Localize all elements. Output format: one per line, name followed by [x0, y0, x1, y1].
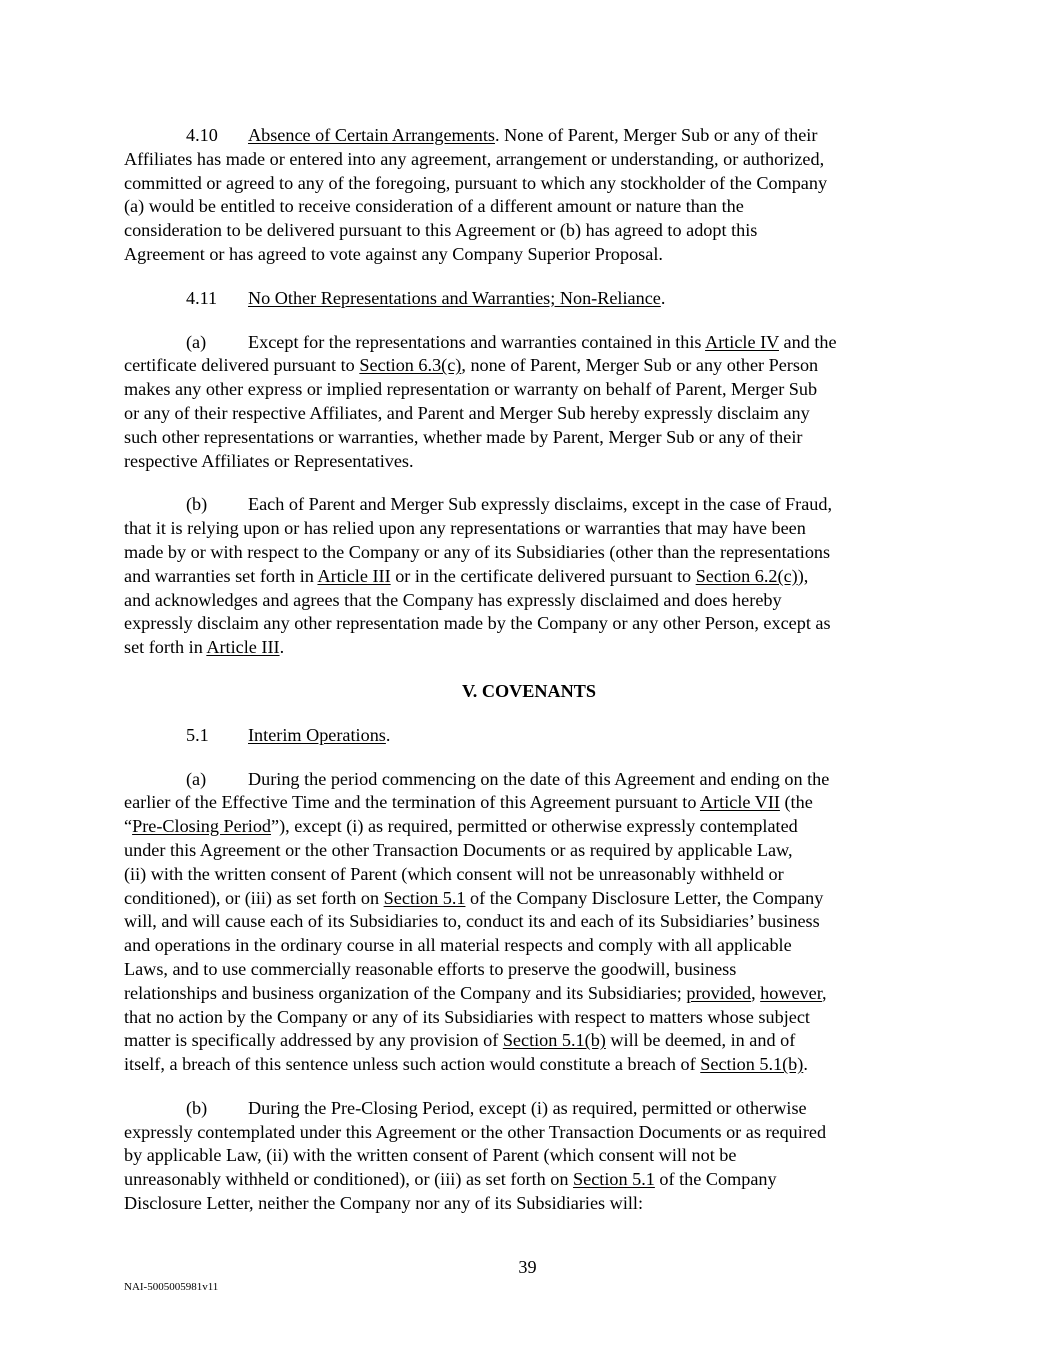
section-number: 4.10 [186, 125, 218, 145]
defined-term: Pre-Closing Period [132, 816, 272, 837]
section-number: 4.11 [186, 287, 218, 308]
paragraph-4-11-b: (b) Each of Parent and Merger Sub expressly disclaims, except in the case of Fraud, that it is relying upon or has relied upon any representations or warranties that may have been made by or with respect to the Company or any of its Subsidiaries (other than the representations and warranties set forth in Article III or in the certificate delivered pursuant to Section 6.2(c)), and acknowledges and agrees that the Company has expressly disclaimed and does hereby expressly disclaim any other representation made by the Company or any other Person, except as set forth in Article III. [124, 494, 833, 658]
section-5-1: 5.1 Interim Operations. [124, 724, 934, 748]
cross-reference: Article III [317, 565, 391, 586]
section-4-10: 4.10 Absence of Certain Arrangements. None of Parent, Merger Sub or any of their Affiliates has made or entered into any agreement, arrangement or understanding, or authorized, committed or agreed to any of the foregoing, pursuant to which any stockholder of the Company (a) would be entitled to receive consideration of a different amount or nature than the consideration to be delivered pursuant to this Agreement or (b) has agreed to adopt this Agreement or has agreed to vote against any Company Superior Proposal. [124, 125, 828, 264]
cross-reference: Section 6.3(c) [359, 355, 462, 376]
paragraph-marker: (b) [186, 1097, 208, 1118]
paragraph-5-1-b: (b) During the Pre-Closing Period, except (i) as required, permitted or otherwise expressly contemplated under this Agreement or the other Transaction Documents or as required by applicable Law, (ii) with the written consent of Parent (which consent will not be unreasonably withheld or conditioned), or (iii) as set forth on Section 5.1 of the Company Disclosure Letter, neither the Company nor any of its Subsidiaries will: [124, 1097, 827, 1214]
paragraph-marker: (a) [186, 331, 207, 352]
document-id: NAI-5005005981v11 [124, 1281, 219, 1293]
cross-reference: Section 6.2(c) [695, 565, 798, 586]
section-title: Interim Operations [248, 724, 386, 745]
proviso-term: provided [686, 982, 752, 1003]
cross-reference: Section 5.1 [383, 887, 466, 908]
section-4-11: 4.11 No Other Representations and Warranties; Non-Reliance. [124, 287, 934, 311]
page-number: 39 [518, 1257, 537, 1277]
paragraph-marker: (a) [186, 768, 207, 789]
proviso-term: however [760, 982, 823, 1003]
section-title: Absence of Certain Arrangements [248, 125, 495, 145]
cross-reference: Article III [206, 637, 280, 658]
section-title: No Other Representations and Warranties; Non-Reliance [248, 287, 661, 308]
cross-reference: Section 5.1(b) [700, 1054, 804, 1075]
paragraph-marker: (b) [186, 494, 208, 515]
cross-reference: Section 5.1 [573, 1169, 655, 1190]
section-number: 5.1 [186, 724, 209, 745]
document-page [124, 124, 934, 1236]
cross-reference: Article IV [705, 331, 779, 352]
paragraph-4-11-a: (a) Except for the representations and warranties contained in this Article IV and the certificate delivered pursuant to Section 6.3(c), none of Parent, Merger Sub or any other Person makes any other express or implied representation or warranty on behalf of Parent, Merger Sub or any of their respective Affiliates, and Parent and Merger Sub hereby expressly disclaim any such other representations or warranties, whether made by Parent, Merger Sub or any of their respective Affiliates or Representatives. [124, 331, 837, 471]
paragraph-5-1-a: (a) During the period commencing on the date of this Agreement and ending on the earlier of the Effective Time and the termination of this Agreement pursuant to Article VII (the “Pre-Closing Period”), except (i) as required, permitted or otherwise expressly contemplated under this Agreement or the other Transaction Documents or as required by applicable Law, (ii) with the written consent of Parent (which consent will not be unreasonably withheld or conditioned), or (iii) as set forth on Section 5.1 of the Company Disclosure Letter, the Company will, and will cause each of its Subsidiaries to, conduct its and each of its Subsidiaries’ business and operations in the ordinary course in all material respects and comply with all applicable Laws, and to use commercially reasonable efforts to preserve the goodwill, business relationships and business organization of the Company and its Subsidiaries; provided, however, that no action by the Company or any of its Subsidiaries with respect to matters whose subject matter is specifically addressed by any provision of Section 5.1(b) will be deemed, in and of itself, a breach of this sentence unless such action would constitute a breach of Section 5.1(b). [124, 768, 830, 1075]
cross-reference: Section 5.1(b) [502, 1030, 606, 1051]
cross-reference: Article VII [699, 792, 780, 813]
article-heading: V. COVENANTS [461, 680, 597, 701]
